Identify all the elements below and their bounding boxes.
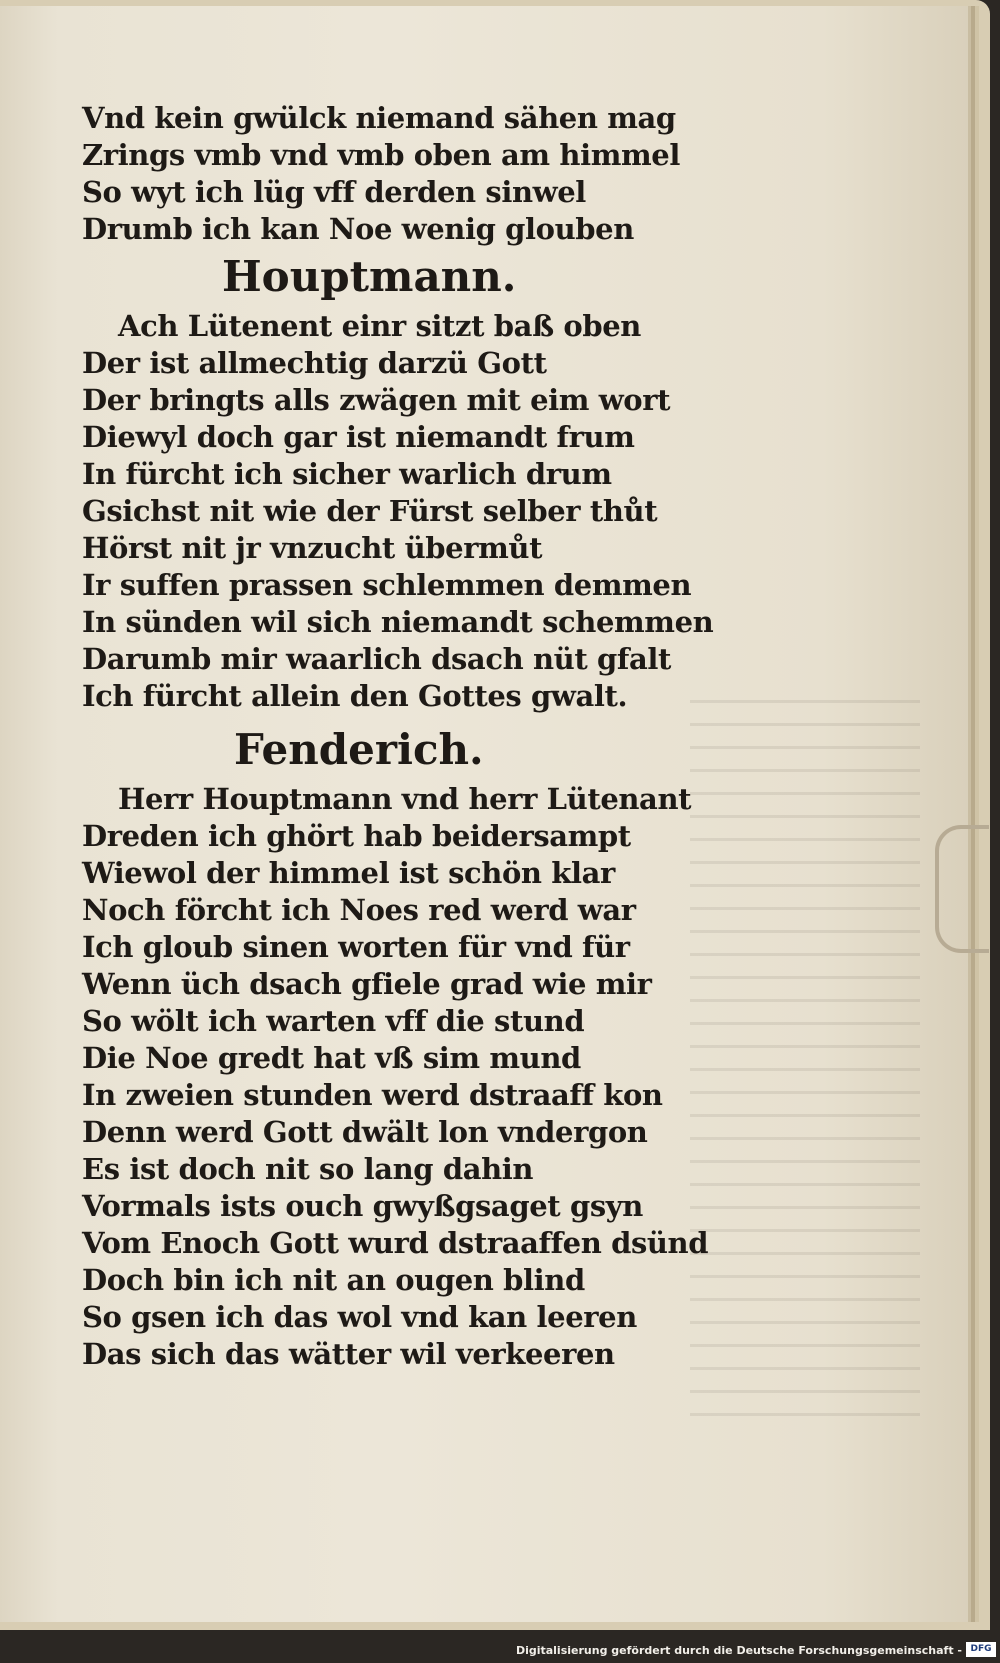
verse-line: Noch förcht ich Noes red werd war [82, 893, 636, 927]
verse-line: In fürcht ich sicher warlich drum [82, 457, 612, 491]
verse-line: Darumb mir waarlich dsach nüt gfalt [82, 642, 671, 676]
verse-line: In zweien stunden werd dstraaff kon [82, 1078, 663, 1112]
verse-line: Das sich das wätter wil verkeeren [82, 1337, 615, 1371]
footer-credit: Digitalisierung gefördert durch die Deutsche Forschungsgemeinschaft - [515, 1644, 962, 1657]
verse-line: Wiewol der himmel ist schön klar [82, 856, 615, 890]
bleed-through-text [690, 700, 920, 1420]
verse-group-1 [82, 100, 702, 248]
page-clip [935, 825, 989, 953]
verse-line: Diewyl doch gar ist niemandt frum [82, 420, 635, 454]
verse-line: Der ist allmechtig darzü Gott [82, 346, 547, 380]
speaker-heading-houptmann: Houptmann. [222, 252, 517, 301]
verse-line: So wyt ich lüg vff derden sinwel [82, 175, 586, 209]
verse-line: Wenn üch dsach gfiele grad wie mir [82, 967, 652, 1001]
verse-line: Vormals ists ouch gwyßgsaget gsyn [82, 1189, 643, 1223]
dfg-logo: DFG [966, 1642, 996, 1657]
verse-line: Vnd kein gwülck niemand sähen mag [82, 101, 676, 135]
verse-line: Denn werd Gott dwält lon vndergon [82, 1115, 648, 1149]
verse-line: Dreden ich ghört hab beidersampt [82, 819, 631, 853]
verse-line: Ir suffen prassen schlemmen demmen [82, 568, 692, 602]
verse-line: Hörst nit jr vnzucht übermůt [82, 531, 543, 565]
verse-line: Drumb ich kan Noe wenig glouben [82, 212, 634, 246]
verse-line: Doch bin ich nit an ougen blind [82, 1263, 585, 1297]
verse-line: So wölt ich warten vff die stund [82, 1004, 585, 1038]
verse-line: Der bringts alls zwägen mit eim wort [82, 383, 671, 417]
verse-line: Vom Enoch Gott wurd dstraaffen dsünd [82, 1226, 709, 1260]
verse-line: Ich gloub sinen worten für vnd für [82, 930, 630, 964]
verse-line: Ich fürcht allein den Gottes gwalt. [82, 679, 628, 713]
speaker-heading-fenderich: Fenderich. [234, 725, 484, 774]
verse-line: Die Noe gredt hat vß sim mund [82, 1041, 581, 1075]
verse-line: Herr Houptmann vnd herr Lütenant [118, 782, 692, 816]
verse-line: Es ist doch nit so lang dahin [82, 1152, 534, 1186]
verse-line: Zrings vmb vnd vmb oben am himmel [82, 138, 680, 172]
verse-line: Gsichst nit wie der Fürst selber thůt [82, 494, 658, 528]
verse-group-3 [82, 781, 709, 1373]
verse-line: So gsen ich das wol vnd kan leeren [82, 1300, 637, 1334]
verse-line: Ach Lütenent einr sitzt baß oben [118, 309, 641, 343]
verse-group-2 [82, 308, 714, 715]
page-text [82, 100, 714, 1373]
verse-line: In sünden wil sich niemandt schemmen [82, 605, 714, 639]
